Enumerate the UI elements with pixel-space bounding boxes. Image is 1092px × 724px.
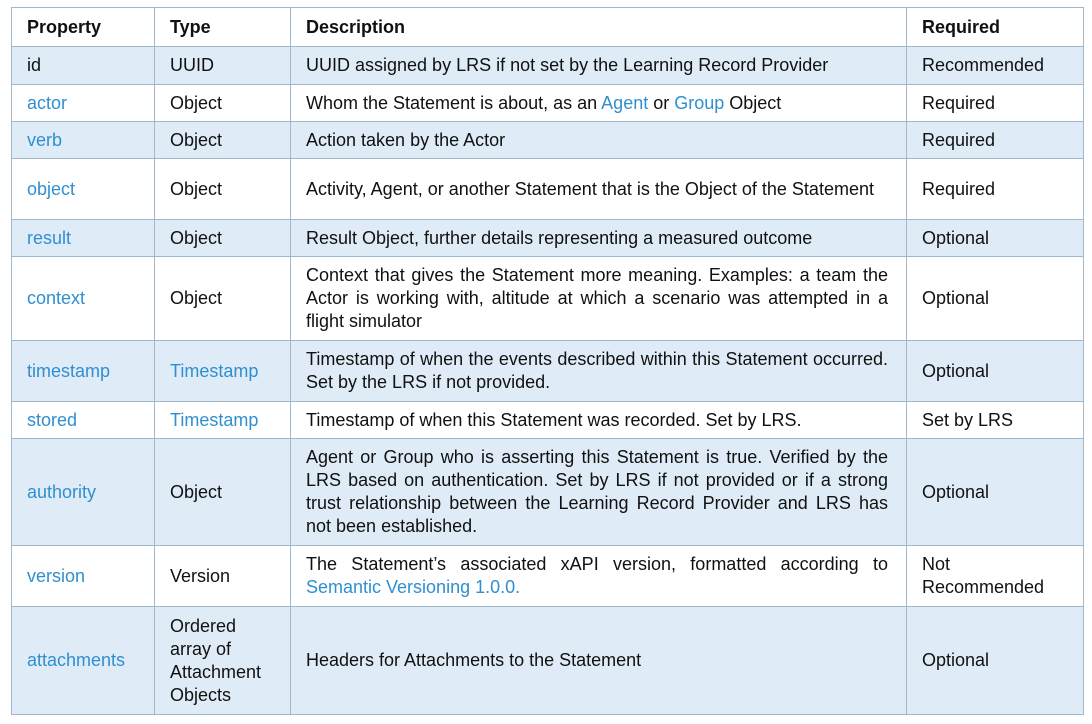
property-link-context[interactable]: context (27, 288, 86, 308)
table-row (12, 607, 1084, 715)
required-cell: Optional (907, 341, 1084, 402)
table-row (12, 257, 1084, 341)
description-text: The Statement’s associated xAPI version, formatted according to (306, 554, 888, 574)
property-link-version[interactable]: version (27, 565, 86, 586)
semver-link[interactable]: Semantic Versioning 1.0.0. (306, 577, 521, 597)
description-cell: Activity, Agent, or another Statement that is the Object of the Statement (291, 159, 907, 220)
header-description: Description (291, 8, 907, 47)
header-property: Property (12, 8, 155, 47)
table-row (12, 402, 1084, 439)
description-cell: Timestamp of when the events described within this Statement occurred. Set by the LRS if not provided. (291, 341, 907, 402)
property-cell (12, 439, 155, 546)
type-cell: Object (155, 439, 291, 546)
type-cell: Object (155, 85, 291, 122)
property-link-authority[interactable]: authority (27, 481, 97, 502)
type-cell: UUID (155, 47, 291, 85)
property-link-object[interactable]: object (27, 178, 76, 199)
type-cell: Object (155, 257, 291, 341)
type-cell: Object (155, 122, 291, 159)
type-link-timestamp[interactable]: Timestamp (170, 409, 259, 430)
required-cell: Not Recommended (907, 546, 1084, 607)
table-row (12, 85, 1084, 122)
type-cell: Version (155, 546, 291, 607)
required-cell: Optional (907, 220, 1084, 257)
property-cell (12, 220, 155, 257)
description-cell: UUID assigned by LRS if not set by the Learning Record Provider (291, 47, 907, 85)
required-cell: Set by LRS (907, 402, 1084, 439)
description-text: Object (724, 92, 782, 113)
table-row (12, 220, 1084, 257)
property-link-actor[interactable]: actor (27, 92, 68, 113)
description-cell: Result Object, further details representing a measured outcome (291, 220, 907, 257)
property-cell (12, 341, 155, 402)
required-cell: Required (907, 159, 1084, 220)
statement-properties-table (11, 7, 1084, 715)
type-cell (155, 402, 291, 439)
description-cell: Headers for Attachments to the Statement (291, 607, 907, 715)
property-link-verb[interactable]: verb (27, 129, 63, 150)
type-cell: Ordered array of Attachment Objects (155, 607, 291, 715)
group-link[interactable]: Group (674, 92, 725, 113)
property-cell (12, 159, 155, 220)
type-cell (155, 341, 291, 402)
property-cell (12, 607, 155, 715)
table-row (12, 341, 1084, 402)
description-cell: Agent or Group who is asserting this Statement is true. Verified by the LRS based on authentication. Set by LRS if not provided or if a strong trust relationship between the Learning Record Provider and LRS has not been established. (291, 439, 907, 546)
table-row (12, 546, 1084, 607)
required-cell: Required (907, 122, 1084, 159)
agent-link[interactable]: Agent (601, 92, 649, 113)
description-text: Whom the Statement is about, as an (306, 92, 602, 113)
property-cell (12, 546, 155, 607)
property-cell (12, 122, 155, 159)
table-row (12, 47, 1084, 85)
description-cell (291, 546, 907, 607)
header-type: Type (155, 8, 291, 47)
property-cell (12, 85, 155, 122)
table-header-row (12, 8, 1084, 47)
description-cell: Timestamp of when this Statement was recorded. Set by LRS. (291, 402, 907, 439)
property-link-timestamp[interactable]: timestamp (27, 360, 111, 381)
property-link-attachments[interactable]: attachments (27, 650, 126, 670)
table-row (12, 439, 1084, 546)
required-cell: Recommended (907, 47, 1084, 85)
required-cell: Optional (907, 257, 1084, 341)
table-row (12, 159, 1084, 220)
property-cell (12, 402, 155, 439)
header-required: Required (907, 8, 1084, 47)
property-cell (12, 257, 155, 341)
property-cell: id (12, 47, 155, 85)
required-cell: Required (907, 85, 1084, 122)
required-cell: Optional (907, 439, 1084, 546)
type-cell: Object (155, 159, 291, 220)
type-link-timestamp[interactable]: Timestamp (170, 360, 259, 381)
description-cell (291, 85, 907, 122)
property-link-stored[interactable]: stored (27, 409, 78, 430)
type-cell: Object (155, 220, 291, 257)
description-text: or (648, 92, 675, 113)
required-cell: Optional (907, 607, 1084, 715)
description-cell: Context that gives the Statement more meaning. Examples: a team the Actor is working with, altitude at which a scenario was attempted in a flight simulator (291, 257, 907, 341)
description-cell: Action taken by the Actor (291, 122, 907, 159)
property-link-result[interactable]: result (27, 227, 72, 248)
statement-properties-table-wrap (11, 7, 1084, 715)
table-row (12, 122, 1084, 159)
